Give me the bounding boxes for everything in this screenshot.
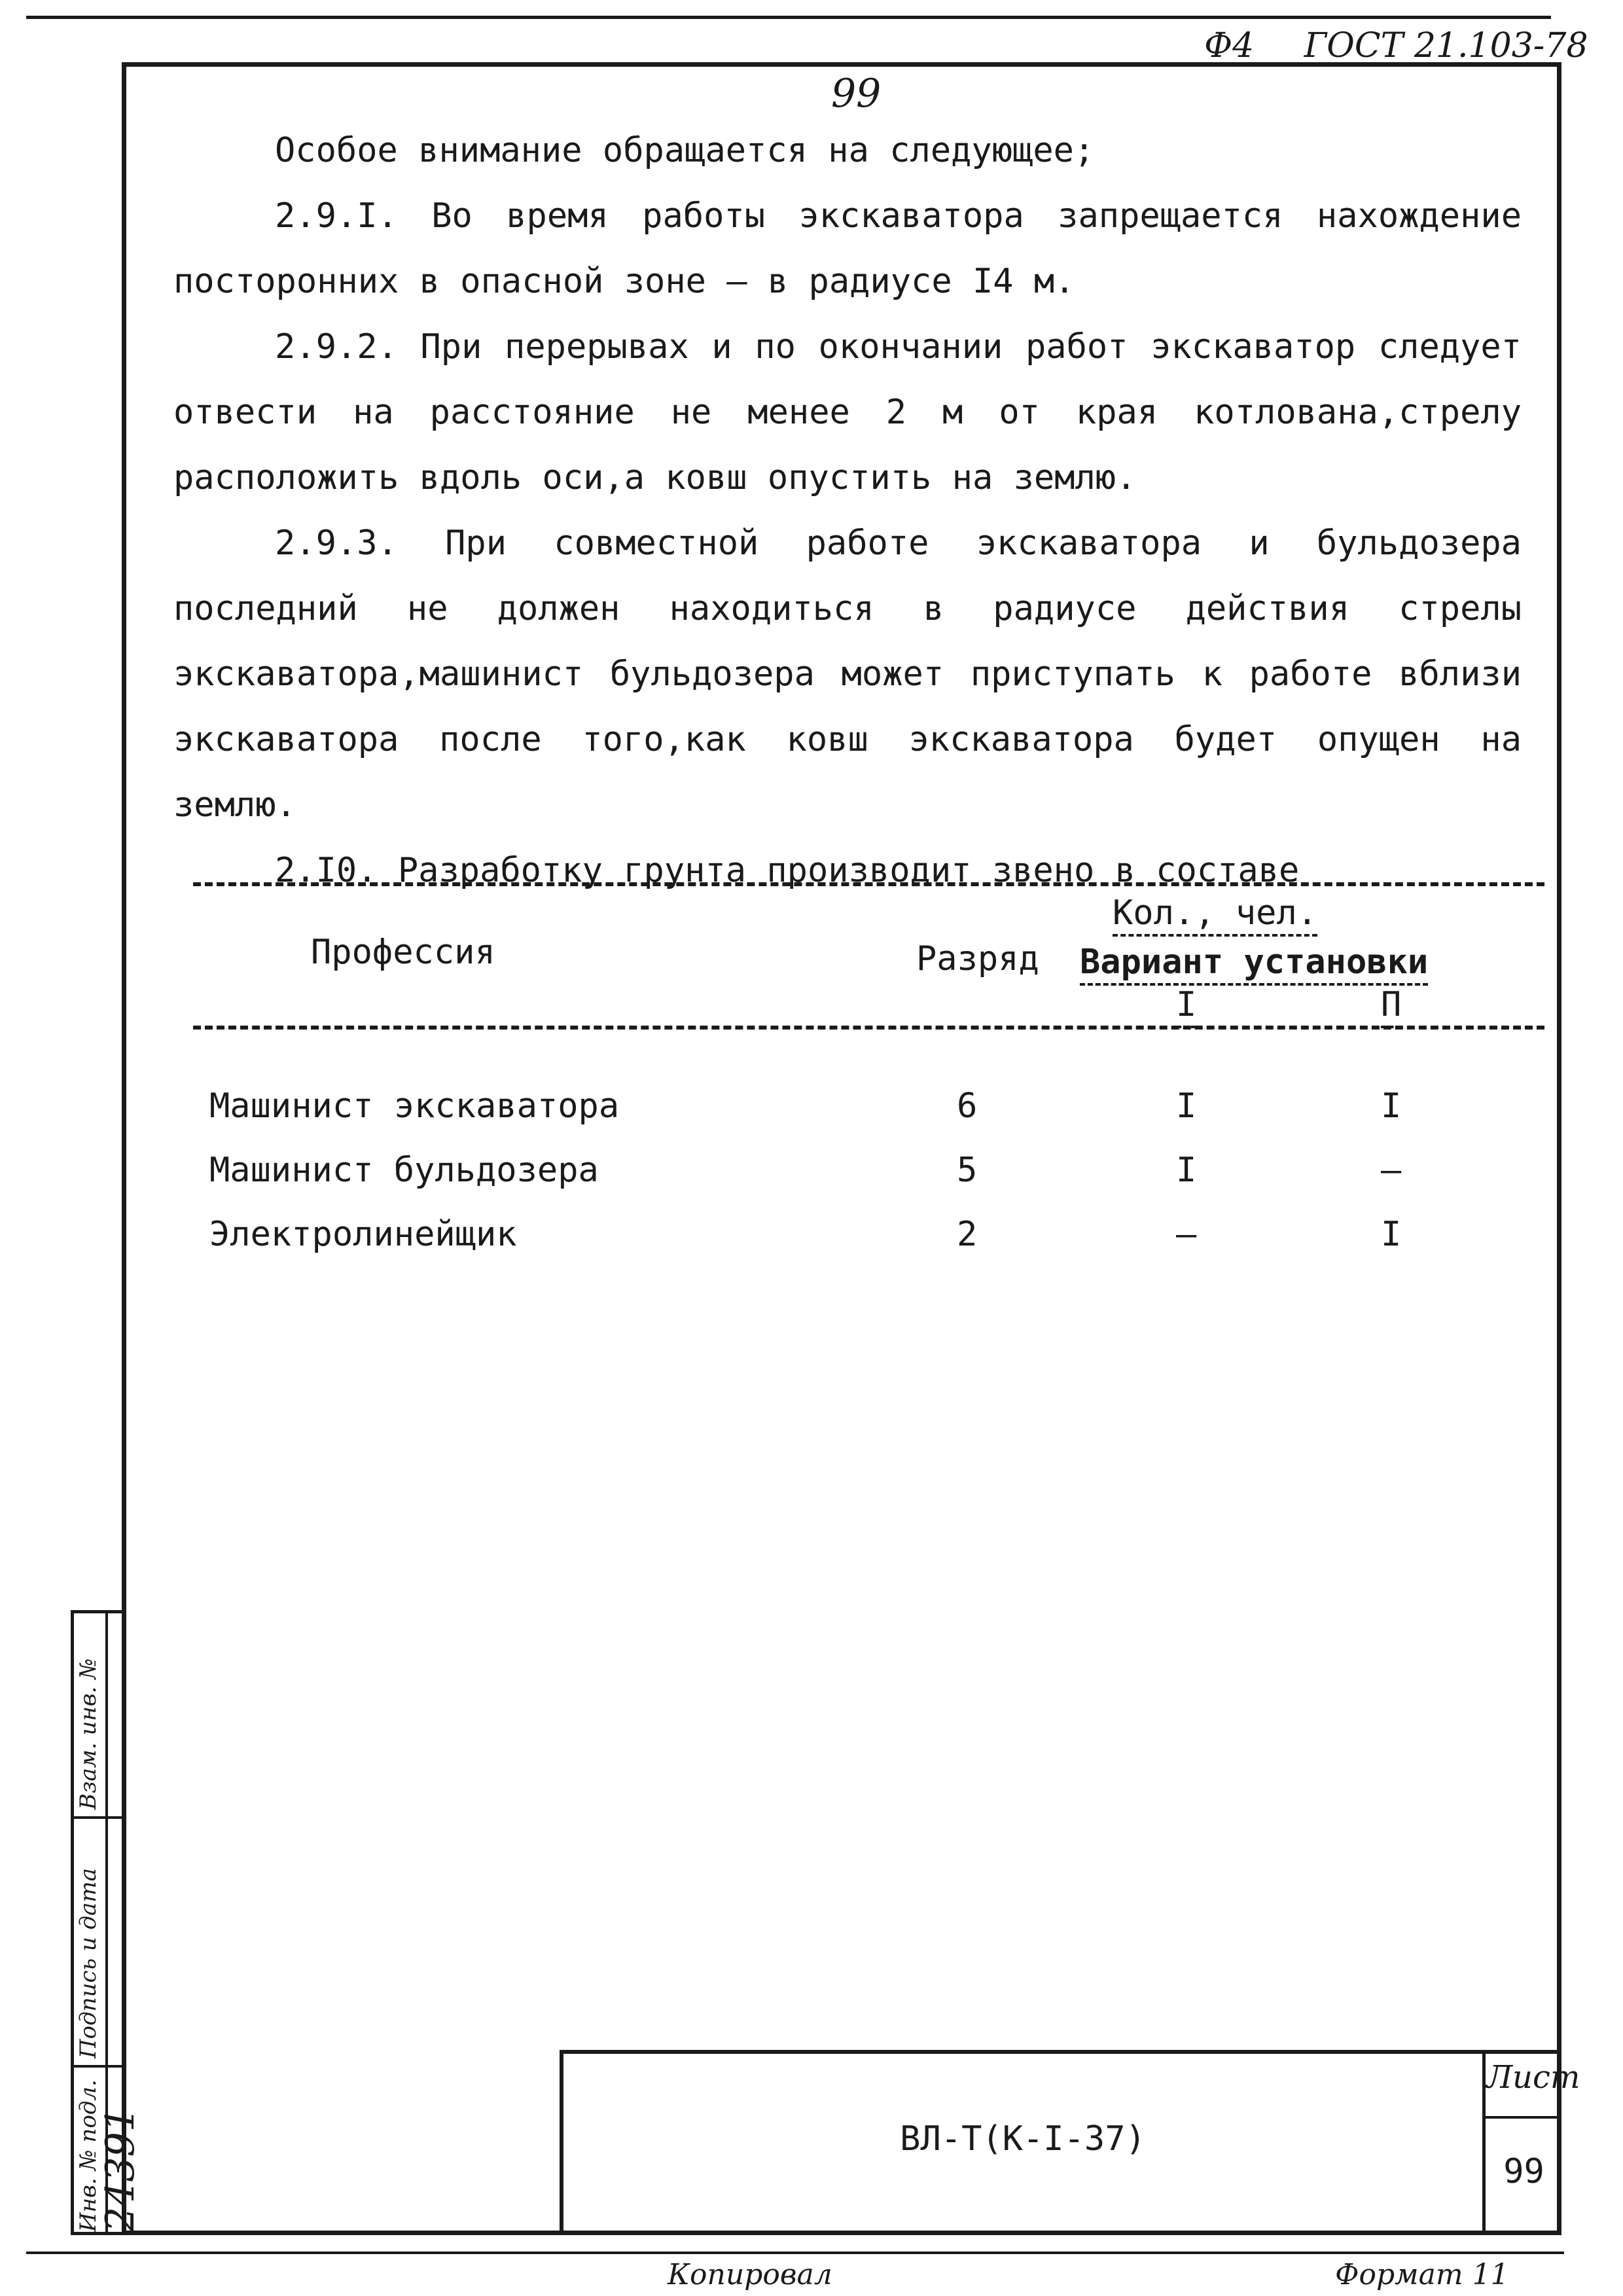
row-grade: 5 — [957, 1151, 978, 1190]
header-variant-2: П — [1381, 985, 1401, 1028]
row-grade: 6 — [957, 1086, 978, 1126]
standard-code: ГОСТ 21.103-78 — [1304, 26, 1588, 65]
page-number: 99 — [831, 71, 882, 117]
header-count: Кол., чел. — [1113, 893, 1317, 937]
document-code: ВЛ-Т(К-I-37) — [900, 2119, 1146, 2159]
paragraph-2-10: 2.I0. Разработку грунта производит звено в составе — [275, 851, 1300, 890]
row-variant-1: I — [1176, 1086, 1197, 1126]
row-profession: Машинист бульдозера — [209, 1151, 599, 1190]
copied-label: Копировал — [668, 2258, 832, 2291]
header-variants: Вариант установки — [1080, 942, 1428, 986]
row-grade: 2 — [957, 1215, 978, 1254]
paragraph-2-9-2: 2.9.2. При перерывах и по окончании работ экскаватор следует отвести на расстояние не менее 2 м от края котлована,стрелу расположить вдоль оси,а ковш опустить на землю. — [173, 327, 1522, 497]
side-stamp-rule — [74, 2065, 126, 2068]
bottom-rule — [26, 2251, 1564, 2254]
signature-date-label: Подпись и дата — [75, 1868, 101, 2058]
side-stamp — [71, 1610, 143, 2235]
row-variant-1: I — [1176, 1151, 1197, 1190]
title-block-rule — [1482, 2116, 1561, 2119]
paragraph-2-9-1: 2.9.I. Во время работы экскаватора запрещается нахождение посторонних в опасной зоне – в радиусе I4 м. — [173, 196, 1522, 301]
row-variant-2: – — [1381, 1151, 1402, 1190]
form-code: Ф4 — [1204, 26, 1255, 65]
replaced-inv-label: Взам. инв. № — [75, 1658, 101, 1810]
body-text — [173, 118, 1522, 903]
row-profession: Машинист экскаватора — [209, 1086, 620, 1126]
row-variant-2: I — [1381, 1086, 1402, 1126]
row-profession: Электролинейщик — [209, 1215, 517, 1254]
top-rule — [26, 16, 1551, 19]
paragraph-2-9-3: 2.9.3. При совместной работе экскаватора и бульдозера последний не должен находиться в радиусе действия стрелы экскаватора,машинист бульдозера может приступать к работе вблизи экскаватора после того,как ковш экскаватора будет опущен на землю. — [173, 524, 1522, 825]
title-block — [560, 2050, 1580, 2235]
format-label: Формат 11 — [1335, 2258, 1509, 2291]
header-profession: Профессия — [311, 933, 495, 972]
row-variant-1: – — [1176, 1215, 1197, 1254]
sheet-number: 99 — [1503, 2152, 1544, 2191]
title-block-divider — [1482, 2054, 1486, 2235]
form-stamp — [1165, 26, 1588, 65]
inv-original-label: Инв. № подл. — [75, 2079, 101, 2232]
row-variant-2: I — [1381, 1215, 1402, 1254]
header-grade: Разряд — [916, 939, 1039, 978]
header-variant-1: I — [1176, 985, 1196, 1028]
sheet-label: Лист — [1486, 2059, 1580, 2096]
intro-line: Особое внимание обращается на следующее; — [275, 131, 1095, 170]
table-header-rule — [193, 1026, 1544, 1030]
side-stamp-rule — [74, 1816, 126, 1819]
inv-number: 24391 — [98, 2107, 143, 2232]
table-top-rule — [193, 882, 1544, 886]
